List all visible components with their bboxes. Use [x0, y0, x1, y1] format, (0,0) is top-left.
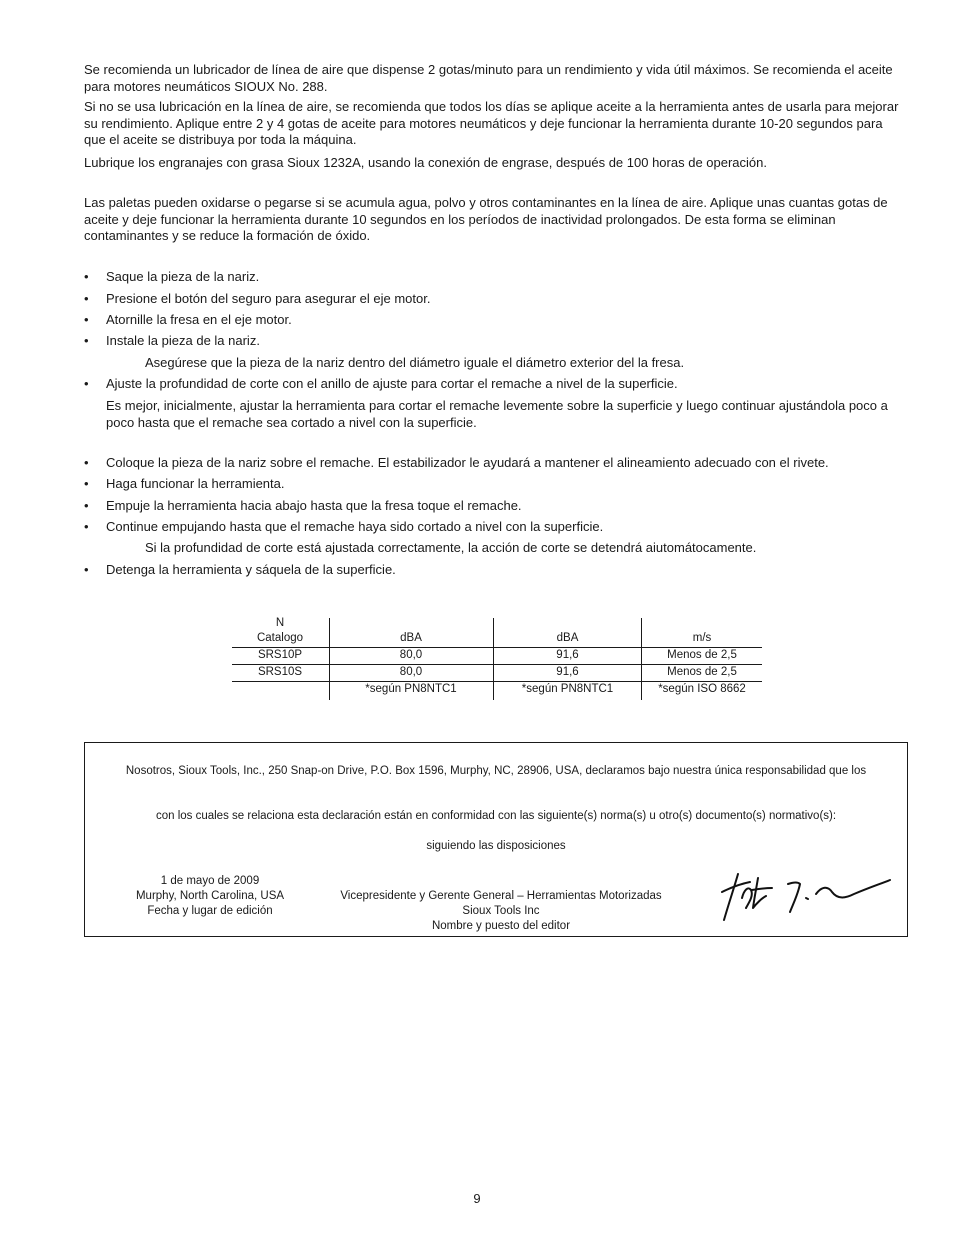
page-number: 9	[473, 1191, 481, 1206]
table-footnote: *según ISO 8662	[658, 683, 746, 695]
table-cell: 80,0	[399, 666, 423, 678]
bullet-icon: •	[84, 562, 89, 577]
table-cell: 80,0	[399, 649, 423, 661]
list-item-text: Presione el botón del seguro para asegurar el eje motor.	[106, 291, 431, 306]
table-cell: SRS10P	[257, 649, 303, 661]
table-cell: 91,6	[556, 666, 579, 678]
bullet-icon: •	[84, 291, 89, 306]
declaration-conformity: con los cuales se relaciona esta declaración están en conformidad con las siguiente(s) norma(s) u otro(s) documento(s) normativo(s):	[155, 810, 837, 822]
table-footnote: *según PN8NTC1	[365, 683, 457, 695]
declaration-date: 1 de mayo de 2009	[160, 875, 260, 887]
signer-label: Nombre y puesto del editor	[431, 920, 571, 932]
signer-company: Sioux Tools Inc	[462, 905, 540, 917]
storage-paragraph: Las paletas pueden oxidarse o pegarse si se acumula agua, polvo y otros contaminantes en la línea de aire. Aplique unas cuantas gotas de aceite y deje funcionar la herramienta durante 10 segundos en los períodos de inactividad prolongados. De esta forma se eliminan contaminantes y se reduce la formación de óxido.	[84, 195, 888, 243]
signer-title: Vicepresidente y Gerente General – Herramientas Motorizadas	[340, 890, 662, 902]
list-item-text: Detenga la herramienta y sáquela de la superficie.	[106, 562, 396, 577]
table-header-power: dBA	[556, 632, 579, 644]
setup-note-2: Es mejor, inicialmente, ajustar la herramienta para cortar el remache levemente sobre la superficie y luego continuar ajustándola poco a poco hasta que el remache sea cortado a nivel con la superficie.	[106, 398, 888, 430]
bullet-icon: •	[84, 498, 89, 513]
lubrication-paragraph-3: Lubrique los engranajes con grasa Sioux 1232A, usando la conexión de engrase, después de 100 horas de operación.	[84, 155, 767, 170]
list-item-text: Continue empujando hasta que el remache haya sido cortado a nivel con la superficie.	[106, 519, 604, 534]
table-cell: Menos de 2,5	[667, 666, 737, 678]
bullet-icon: •	[84, 333, 89, 348]
table-header-vibration: m/s	[692, 632, 712, 644]
signature-icon	[718, 868, 896, 928]
list-item-text: Saque la pieza de la nariz.	[106, 269, 260, 284]
bullet-icon: •	[84, 376, 89, 391]
table-cell: Menos de 2,5	[667, 649, 737, 661]
setup-note-1: Asegúrese que la pieza de la nariz dentro del diámetro iguale el diámetro exterior del la fresa.	[145, 355, 685, 370]
table-footnote: *según PN8NTC1	[521, 683, 614, 695]
table-header-pressure: dBA	[400, 632, 422, 644]
bullet-icon: •	[84, 269, 89, 284]
table-header-catalog: N Catalogo	[256, 617, 304, 644]
list-item-text: Empuje la herramienta hacia abajo hasta que la fresa toque el remache.	[106, 498, 522, 513]
declaration-date-block	[105, 874, 315, 919]
bullet-icon: •	[84, 312, 89, 327]
lubrication-paragraph-1: Se recomienda un lubricador de línea de aire que dispense 2 gotas/minuto para un rendimiento y vida útil máximos. Se recomienda el aceite para motores neumáticos SIOUX No. 288.	[84, 62, 893, 94]
declaration-provisions: siguiendo las disposiciones	[426, 840, 566, 852]
specifications-table	[232, 614, 762, 704]
bullet-icon: •	[84, 455, 89, 470]
list-item-text: Instale la pieza de la nariz.	[106, 333, 260, 348]
bullet-icon: •	[84, 476, 89, 491]
table-column-rule	[493, 618, 494, 700]
declaration-date-label: Fecha y lugar de edición	[147, 905, 273, 917]
operation-note: Si la profundidad de corte está ajustada correctamente, la acción de corte se detendrá aiutomátocamente.	[145, 540, 757, 555]
table-cell: 91,6	[556, 649, 579, 661]
list-item-text: Atornille la fresa en el eje motor.	[106, 312, 292, 327]
declaration-signer-block	[315, 889, 687, 934]
table-cell: SRS10S	[257, 666, 303, 678]
list-item-text: Ajuste la profundidad de corte con el anillo de ajuste para cortar el remache a nivel de la superficie.	[106, 376, 678, 391]
table-column-rule	[641, 618, 642, 700]
declaration-place: Murphy, North Carolina, USA	[135, 890, 285, 902]
list-item-text: Haga funcionar la herramienta.	[106, 476, 285, 491]
bullet-icon: •	[84, 519, 89, 534]
list-item-text: Coloque la pieza de la nariz sobre el remache. El estabilizador le ayudará a mantener el alineamiento adecuado con el rivete.	[106, 455, 829, 470]
table-column-rule	[329, 618, 330, 700]
lubrication-paragraph-2: Si no se usa lubricación en la línea de aire, se recomienda que todos los días se aplique aceite a la herramienta antes de usarla para mejorar su rendimiento. Aplique entre 2 y 4 gotas de aceite para motores neumáticos y deje funcionar la herramienta durante 10-20 segundos para que el aceite se distribuya por toda la máquina.	[84, 99, 899, 147]
declaration-statement: Nosotros, Sioux Tools, Inc., 250 Snap-on Drive, P.O. Box 1596, Murphy, NC, 28906, USA, declaramos bajo nuestra única responsabilidad que los	[125, 765, 867, 777]
